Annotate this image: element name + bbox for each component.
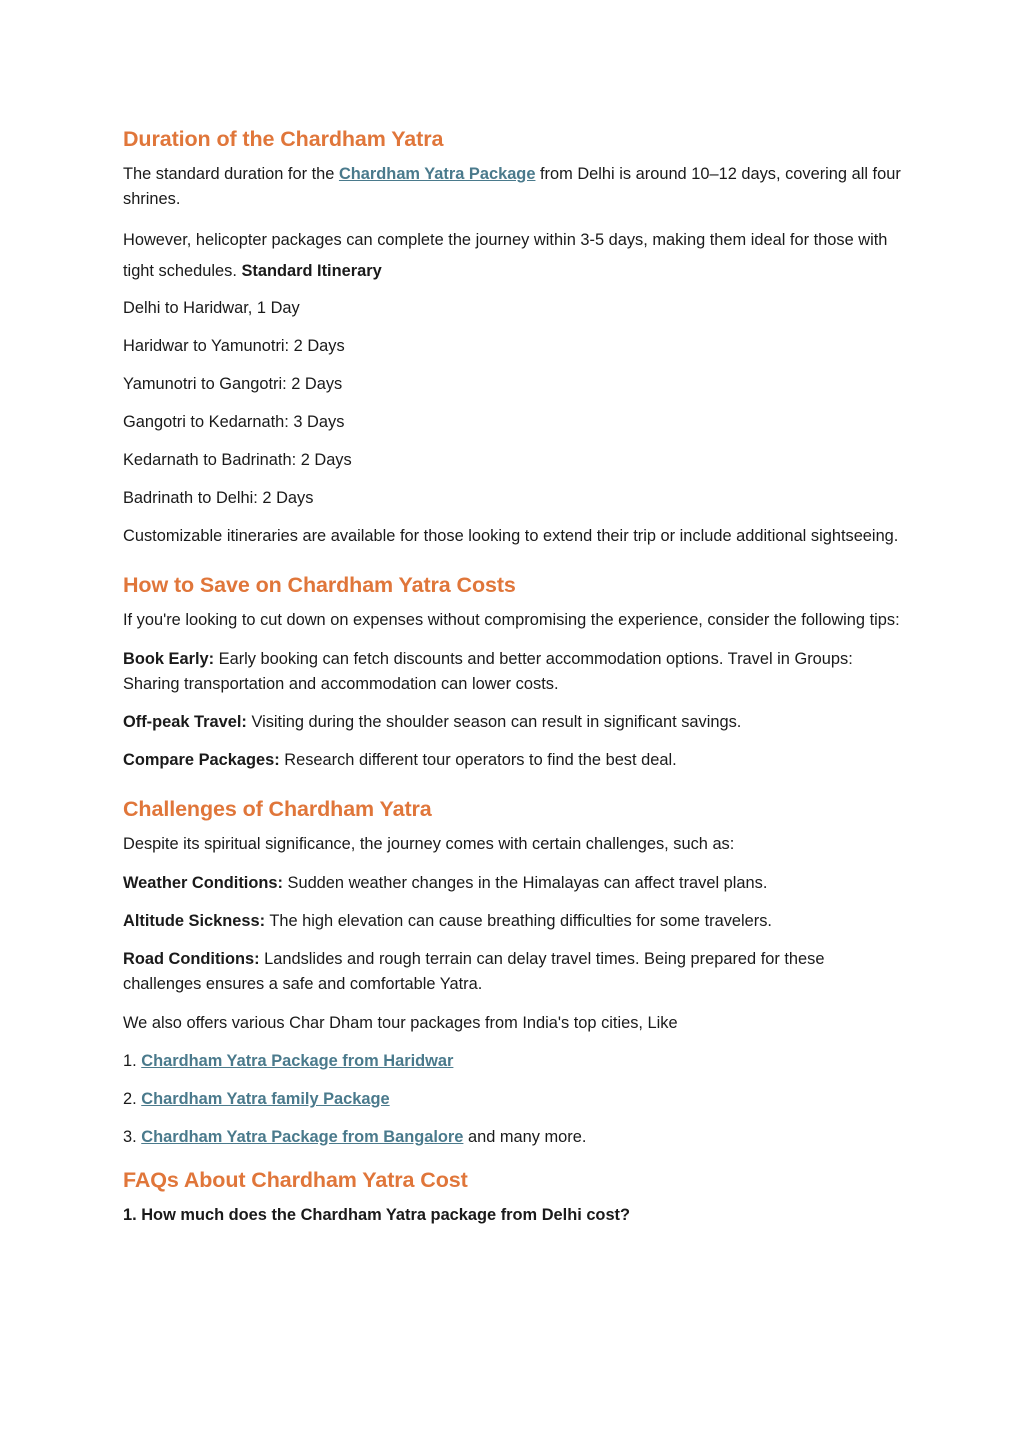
paragraph-duration-text-before: The standard duration for the	[123, 165, 339, 183]
tip-label: Compare Packages:	[123, 751, 280, 769]
paragraph-challenges-intro: Despite its spiritual significance, the journey comes with certain challenges, such as:	[123, 835, 735, 853]
tip-compare	[123, 748, 903, 773]
tip-text: Early booking can fetch discounts and better accommodation options. Travel in Groups: Sharing transportation and accommodation can lower costs.	[123, 650, 853, 693]
package-list-item	[123, 1087, 903, 1112]
list-number: 2.	[123, 1090, 142, 1108]
list-number: 1.	[123, 1052, 142, 1070]
itinerary-item: Delhi to Haridwar, 1 Day	[123, 299, 300, 317]
faq-question-1	[123, 1203, 903, 1228]
paragraph-duration-text-after: from Delhi is around 10–12 days, covering all four shrines.	[123, 165, 901, 208]
challenge-text: Landslides and rough terrain can delay travel times. Being prepared for these challenges ensures a safe and comfortable Yatra.	[123, 950, 825, 993]
tip-text: Research different tour operators to find the best deal.	[279, 751, 677, 769]
itinerary-item: Haridwar to Yamunotri: 2 Days	[123, 337, 345, 355]
link-package-family[interactable]: Chardham Yatra family Package	[141, 1090, 390, 1108]
challenge-text: Sudden weather changes in the Himalayas can affect travel plans.	[282, 874, 768, 892]
document-page	[123, 124, 903, 1228]
challenge-road	[123, 947, 903, 997]
challenge-altitude	[123, 909, 903, 934]
tip-label: Book Early:	[123, 650, 215, 668]
heading-save-costs: How to Save on Chardham Yatra Costs	[123, 573, 516, 597]
tip-text: Visiting during the shoulder season can result in significant savings.	[246, 713, 742, 731]
paragraph-helicopter-text: However, helicopter packages can complete the journey within 3-5 days, making them ideal for those with tight schedules.	[123, 231, 888, 280]
faq-question-text: 1. How much does the Chardham Yatra package from Delhi cost?	[123, 1206, 631, 1224]
challenge-label: Weather Conditions:	[123, 874, 283, 892]
heading-faqs: FAQs About Chardham Yatra Cost	[123, 1168, 468, 1192]
link-package-haridwar[interactable]: Chardham Yatra Package from Haridwar	[141, 1052, 454, 1070]
tip-label: Off-peak Travel:	[123, 713, 247, 731]
challenge-weather	[123, 871, 903, 896]
heading-challenges: Challenges of Chardham Yatra	[123, 797, 432, 821]
itinerary-item: Kedarnath to Badrinath: 2 Days	[123, 451, 352, 469]
itinerary-item: Yamunotri to Gangotri: 2 Days	[123, 375, 343, 393]
paragraph-offers: We also offers various Char Dham tour packages from India's top cities, Like	[123, 1014, 678, 1032]
package-list-item	[123, 1125, 903, 1150]
list-item-suffix: and many more.	[463, 1128, 587, 1146]
paragraph-duration	[123, 162, 903, 212]
challenge-label: Altitude Sickness:	[123, 912, 266, 930]
package-list-item	[123, 1049, 903, 1074]
tip-book-early	[123, 647, 903, 697]
challenge-label: Road Conditions:	[123, 950, 260, 968]
list-number: 3.	[123, 1128, 142, 1146]
standard-itinerary-label: Standard Itinerary	[241, 262, 382, 280]
link-package-bangalore[interactable]: Chardham Yatra Package from Bangalore	[141, 1128, 464, 1146]
tip-off-peak	[123, 710, 903, 735]
challenge-text: The high elevation can cause breathing difficulties for some travelers.	[265, 912, 772, 930]
heading-duration: Duration of the Chardham Yatra	[123, 127, 444, 151]
paragraph-customizable: Customizable itineraries are available for those looking to extend their trip or include additional sightseeing.	[123, 527, 899, 545]
paragraph-save-intro: If you're looking to cut down on expenses without compromising the experience, consider the following tips:	[123, 611, 900, 629]
link-chardham-yatra-package[interactable]: Chardham Yatra Package	[338, 165, 536, 183]
paragraph-helicopter	[123, 225, 903, 287]
itinerary-item: Gangotri to Kedarnath: 3 Days	[123, 413, 345, 431]
itinerary-item: Badrinath to Delhi: 2 Days	[123, 489, 314, 507]
